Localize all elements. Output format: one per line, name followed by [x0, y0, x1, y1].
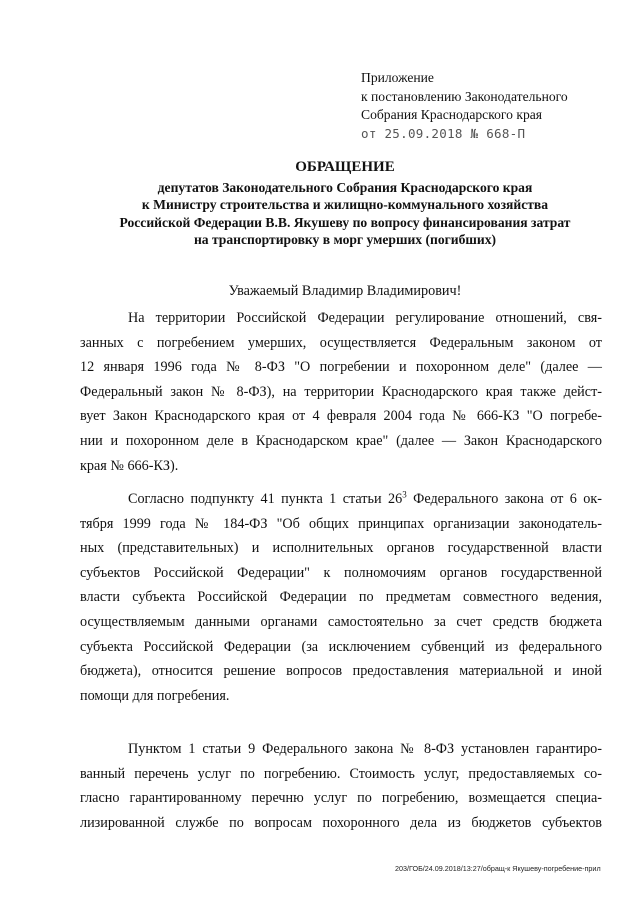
text-line: Федеральный закон № 8-ФЗ), на территории Краснодарского края также дейст- [80, 383, 602, 400]
text-line: субъекта Российской Федерации (за исключением субвенций из федерального [80, 638, 602, 655]
text-line: осуществляемым данными органами самостоятельно за счет средств бюджета [80, 613, 602, 630]
appendix-line: Собрания Краснодарского края [361, 107, 543, 122]
text-line: занных с погребением умерших, осуществляется Федеральным законом от [80, 334, 602, 351]
text-fragment: Согласно подпункту 41 пункта 1 статьи 26 [128, 491, 403, 507]
text-line: помощи для погребения. [80, 687, 230, 704]
text-line: вует Закон Краснодарского края от 4 февраля 2004 года № 666-КЗ "О погребе- [80, 408, 602, 425]
paragraph-3 [80, 737, 602, 835]
text-line: бюджета), относится решение вопросов предоставления материальной и иной [80, 663, 602, 680]
paragraph-2 [80, 487, 602, 708]
text-line: тября 1999 года № 184-ФЗ "Об общих принципах организации законодатель- [80, 515, 602, 532]
appendix-line: к постановлению Законодательного [361, 88, 568, 104]
appendix-line: Приложение [361, 70, 434, 85]
text-line: края № 666-КЗ). [80, 457, 179, 474]
text-line: субъектов Российской Федерации" к полномочиям органов государственной [80, 564, 602, 581]
title-line: к Министру строительства и жилищно-коммунального хозяйства [141, 197, 549, 213]
text-line: лизированной службе по вопросам похоронного дела из бюджетов субъектов [80, 814, 602, 831]
text-line: нии и похоронном деле в Краснодарском крае" (далее — Закон Краснодарского [80, 432, 602, 449]
text-line: ванный перечень услуг по погребению. Стоимость услуг, предоставляемых со- [80, 765, 602, 782]
appendix-header [361, 69, 621, 143]
title-line: на транспортировку в морг умерших (погибших) [193, 232, 497, 248]
paragraph-1 [80, 306, 602, 478]
text-fragment: Федерального закона от 6 ок- [406, 491, 602, 507]
text-line: 12 января 1996 года № 8-ФЗ "О погребении и похоронном деле" (далее — [80, 359, 602, 376]
footer-file-code: 203/ГОБ/24.09.2018/13:27/обращ-к Якушеву-погребение-прил [395, 864, 601, 873]
title-line: Российской Федерации В.В. Якушеву по вопросу финансирования затрат [119, 214, 571, 230]
text-line: ных (представительных) и исполнительных органов государственной власти [80, 540, 602, 557]
text-line: Пунктом 1 статьи 9 Федерального закона № 8-ФЗ установлен гарантиро- [128, 741, 602, 757]
text-line: На территории Российской Федерации регулирование отношений, свя- [128, 310, 602, 326]
title-line: депутатов Законодательного Собрания Краснодарского края [157, 179, 533, 195]
document-title-block [60, 159, 630, 249]
greeting: Уважаемый Владимир Владимирович! [228, 283, 462, 299]
text-line: власти субъекта Российской Федерации по предметам совместного ведения, [80, 589, 602, 606]
superscript: 3 [402, 489, 407, 500]
text-line [80, 487, 602, 512]
document-title: ОБРАЩЕНИЕ [295, 159, 395, 175]
appendix-date-number: от 25.09.2018 № 668-П [361, 125, 526, 141]
text-line: гласно гарантированному перечню услуг по погребению, возмещается специа- [80, 790, 602, 807]
